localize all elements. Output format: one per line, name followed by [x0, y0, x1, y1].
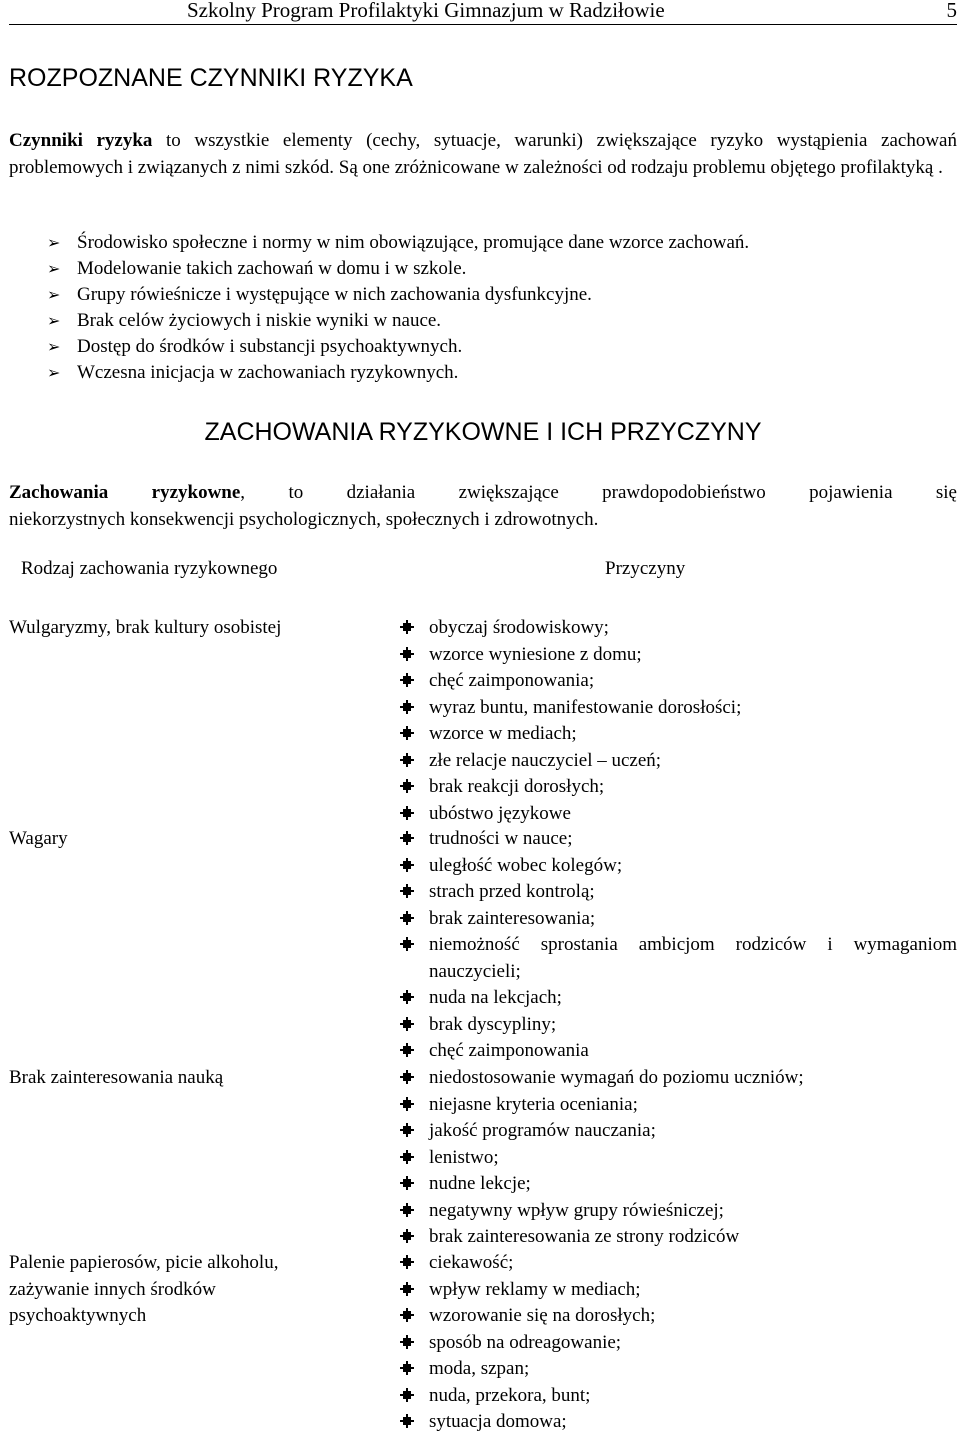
- cause-text: niejasne kryteria oceniania;: [429, 1093, 638, 1115]
- cause-text: sposób na odreagowanie;: [429, 1331, 622, 1353]
- cause-list: [401, 826, 957, 1065]
- cause-item: [401, 906, 957, 933]
- definition-text-1: , to działania zwiększające prawdopodobieństwo pojawienia się: [240, 482, 957, 503]
- cause-item: [401, 853, 957, 880]
- square-bullet-icon: [403, 1206, 411, 1214]
- square-bullet-icon: [403, 1153, 411, 1161]
- section-heading-risky-behaviours: ZACHOWANIA RYZYKOWNE I ICH PRZYCZYNY: [204, 418, 762, 446]
- cause-text: wpływ reklamy w mediach;: [429, 1278, 641, 1300]
- page-number: 5: [946, 0, 957, 22]
- definition-line-1: [9, 480, 957, 507]
- square-bullet-icon: [403, 1100, 411, 1108]
- square-bullet-icon: [403, 1046, 411, 1054]
- risk-factor-text: Wczesna inicjacja w zachowaniach ryzykownych.: [77, 362, 459, 383]
- square-bullet-icon: [403, 1020, 411, 1028]
- cause-text: moda, szpan;: [429, 1358, 530, 1379]
- arrow-bullet-icon: ➢: [47, 311, 61, 330]
- risk-factor-item: [47, 334, 749, 360]
- square-bullet-icon: [403, 1073, 411, 1081]
- cause-list: [401, 615, 957, 827]
- square-bullet-icon: [403, 729, 411, 737]
- cause-item: [401, 1198, 957, 1225]
- intro-text: to wszystkie elementy (cechy, sytuacje, warunki) zwiększające ryzyko wystąpienia zachowań problemowych i związanych z nimi szkód. Są one zróżnicowane w zależności od rodzaju problemu objętego profilaktyką .: [9, 130, 957, 178]
- cause-item: [401, 1038, 957, 1065]
- cause-text: nuda, przekora, bunt;: [429, 1384, 591, 1406]
- cause-text: chęć zaimponowania;: [429, 670, 595, 691]
- square-bullet-icon: [403, 1179, 411, 1187]
- square-bullet-icon: [403, 650, 411, 658]
- cause-item: [401, 1330, 957, 1357]
- arrow-bullet-icon: ➢: [47, 233, 61, 252]
- arrow-bullet-icon: ➢: [47, 337, 61, 356]
- cause-text: wyraz buntu, manifestowanie dorosłości;: [429, 696, 742, 718]
- header-title: Szkolny Program Profilaktyki Gimnazjum w Radziłowie: [187, 0, 665, 22]
- cause-item: [401, 1303, 957, 1330]
- definition-bold-term: Zachowania ryzykowne: [9, 482, 241, 503]
- cause-text: brak zainteresowania;: [429, 907, 596, 929]
- cause-item: [401, 826, 957, 853]
- square-bullet-icon: [403, 809, 411, 817]
- arrow-bullet-icon: ➢: [47, 259, 61, 278]
- behaviour-label: Wagary: [9, 828, 68, 849]
- square-bullet-icon: [403, 887, 411, 895]
- cause-item: [401, 801, 957, 828]
- behaviour-label: Palenie papierosów, picie alkoholu, zażywanie innych środków psychoaktywnych: [9, 1252, 279, 1326]
- behaviour-label: Brak zainteresowania nauką: [9, 1067, 224, 1088]
- definition-line-2: niekorzystnych konsekwencji psychologicznych, społecznych i zdrowotnych.: [9, 508, 599, 530]
- behaviour-label: Wulgaryzmy, brak kultury osobistej: [9, 617, 282, 638]
- cause-item: [401, 1145, 957, 1172]
- cause-item: [401, 1171, 957, 1198]
- risk-factor-item: [47, 230, 749, 256]
- cause-item: [401, 668, 957, 695]
- risk-factor-item: [47, 308, 749, 334]
- intro-bold-term: Czynniki ryzyka: [9, 130, 153, 151]
- cause-text: nuda na lekcjach;: [429, 987, 562, 1008]
- cause-item: [401, 748, 957, 775]
- table-header-behaviour: Rodzaj zachowania ryzykownego: [21, 558, 278, 579]
- square-bullet-icon: [403, 861, 411, 869]
- square-bullet-icon: [403, 1417, 411, 1425]
- cause-text: lenistwo;: [429, 1146, 499, 1168]
- cause-item: [401, 1356, 957, 1383]
- square-bullet-icon: [403, 1285, 411, 1293]
- cause-text: obyczaj środowiskowy;: [429, 617, 609, 638]
- page-header: [9, 0, 957, 25]
- cause-text: brak reakcji dorosłych;: [429, 776, 605, 797]
- cause-item: [401, 1065, 957, 1092]
- square-bullet-icon: [403, 782, 411, 790]
- cause-text: jakość programów nauczania;: [429, 1120, 656, 1141]
- cause-text: wzorce w mediach;: [429, 723, 577, 744]
- square-bullet-icon: [403, 1258, 411, 1266]
- cause-item: [401, 642, 957, 669]
- cause-item: [401, 985, 957, 1012]
- risk-factor-text: Dostęp do środków i substancji psychoaktywnych.: [77, 336, 463, 357]
- square-bullet-icon: [403, 914, 411, 922]
- cause-item: [401, 1250, 957, 1277]
- section-heading-risk-factors: ROZPOZNANE CZYNNIKI RYZYKA: [9, 64, 413, 92]
- cause-text: brak zainteresowania ze strony rodziców: [429, 1226, 740, 1247]
- risk-factor-text: Brak celów życiowych i niskie wyniki w nauce.: [77, 310, 442, 331]
- square-bullet-icon: [403, 703, 411, 711]
- cause-item: [401, 879, 957, 906]
- cause-item: [401, 721, 957, 748]
- cause-item: [401, 774, 957, 801]
- risk-factor-item: [47, 282, 749, 308]
- cause-text: ubóstwo językowe: [429, 802, 571, 824]
- square-bullet-icon: [403, 1338, 411, 1346]
- square-bullet-icon: [403, 1391, 411, 1399]
- risk-factor-item: [47, 256, 749, 282]
- cause-text: wzorce wyniesione z domu;: [429, 643, 642, 665]
- table-header-causes: Przyczyny: [605, 558, 686, 579]
- risk-factor-text: Grupy rówieśnicze i występujące w nich zachowania dysfunkcyjne.: [77, 284, 592, 305]
- square-bullet-icon: [403, 940, 411, 948]
- cause-item: [401, 932, 957, 985]
- cause-text: brak dyscypliny;: [429, 1013, 557, 1035]
- cause-text: sytuacja domowa;: [429, 1411, 567, 1432]
- cause-text: niedostosowanie wymagań do poziomu uczniów;: [429, 1067, 804, 1088]
- cause-text: wzorowanie się na dorosłych;: [429, 1305, 656, 1326]
- cause-item: [401, 1409, 957, 1436]
- cause-text: negatywny wpływ grupy rówieśniczej;: [429, 1199, 724, 1221]
- cause-text: uległość wobec kolegów;: [429, 854, 623, 876]
- cause-item: [401, 1383, 957, 1410]
- square-bullet-icon: [403, 623, 411, 631]
- cause-text: strach przed kontrolą;: [429, 881, 595, 902]
- cause-text: nudne lekcje;: [429, 1173, 531, 1194]
- cause-item: [401, 615, 957, 642]
- arrow-bullet-icon: ➢: [47, 363, 61, 382]
- cause-list: [401, 1065, 957, 1251]
- cause-text: złe relacje nauczyciel – uczeń;: [429, 749, 662, 771]
- square-bullet-icon: [403, 756, 411, 764]
- risk-factor-item: [47, 360, 749, 386]
- cause-item: [401, 1277, 957, 1304]
- risk-factor-text: Modelowanie takich zachowań w domu i w szkole.: [77, 258, 467, 279]
- cause-item: [401, 1012, 957, 1039]
- cause-list: [401, 1250, 957, 1436]
- square-bullet-icon: [403, 1232, 411, 1240]
- cause-item: [401, 1118, 957, 1145]
- square-bullet-icon: [403, 1364, 411, 1372]
- cause-text: chęć zaimponowania: [429, 1040, 589, 1061]
- cause-item: [401, 1092, 957, 1119]
- cause-text: niemożność sprostania ambicjom rodziców i wymaganiom nauczycieli;: [429, 934, 957, 982]
- arrow-bullet-icon: ➢: [47, 285, 61, 304]
- square-bullet-icon: [403, 676, 411, 684]
- square-bullet-icon: [403, 1126, 411, 1134]
- risk-factor-text: Środowisko społeczne i normy w nim obowiązujące, promujące dane wzorce zachowań.: [77, 232, 750, 253]
- cause-item: [401, 695, 957, 722]
- cause-text: trudności w nauce;: [429, 828, 573, 849]
- square-bullet-icon: [403, 993, 411, 1001]
- intro-paragraph: [9, 128, 957, 181]
- square-bullet-icon: [403, 834, 411, 842]
- cause-text: ciekawość;: [429, 1252, 514, 1273]
- risk-factor-list: [47, 230, 749, 386]
- definition-paragraph: [9, 480, 957, 533]
- square-bullet-icon: [403, 1311, 411, 1319]
- cause-item: [401, 1224, 957, 1251]
